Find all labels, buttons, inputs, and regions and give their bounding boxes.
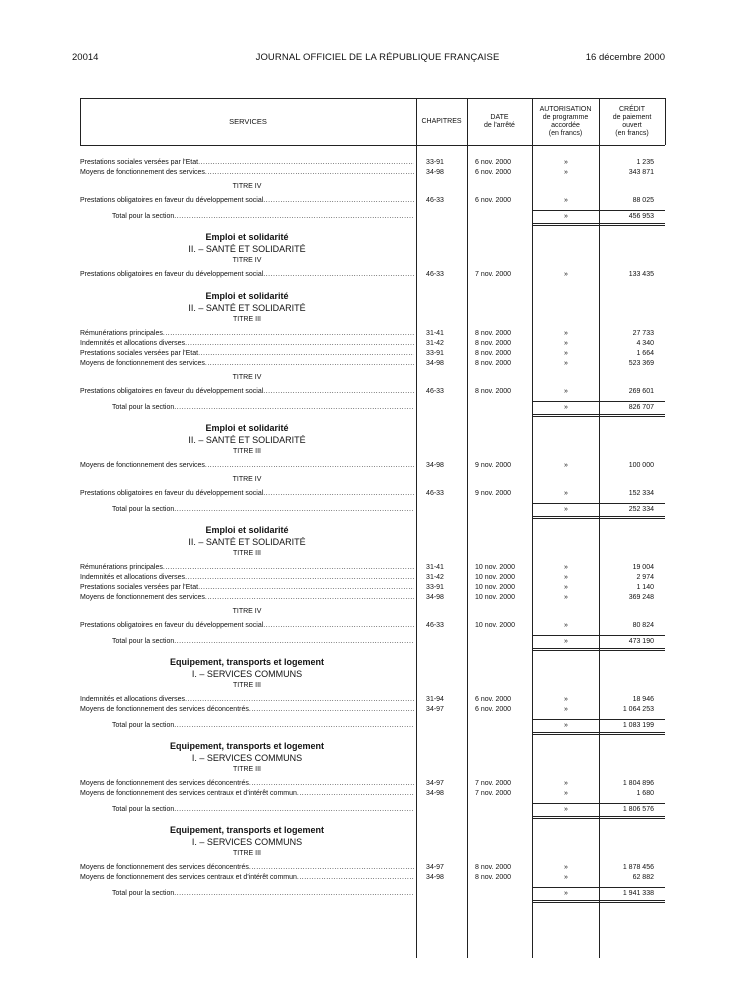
row-chapitre: 31-42 bbox=[426, 574, 444, 581]
row-label-text: Prestations sociales versées par l'Etat bbox=[80, 159, 199, 166]
row-autorisation: » bbox=[564, 574, 568, 581]
row-label-text: Indemnités et allocations diverses bbox=[80, 574, 186, 581]
row-label-text: Moyens de fonctionnement des services déconcentrés bbox=[80, 864, 249, 871]
row-autorisation: » bbox=[564, 197, 568, 204]
row-chapitre: 31-42 bbox=[426, 340, 444, 347]
section-text: I. – SERVICES COMMUNS bbox=[191, 837, 303, 847]
row-credit: 1 941 338 bbox=[622, 890, 654, 897]
total-row bbox=[80, 889, 665, 899]
row-label bbox=[80, 695, 414, 705]
table-row bbox=[80, 593, 665, 603]
table-row bbox=[80, 196, 665, 206]
row-label-text: Moyens de fonctionnement des services déconcentrés bbox=[80, 780, 249, 787]
row-autorisation: » bbox=[564, 159, 568, 166]
row-chapitre: 31-94 bbox=[426, 696, 444, 703]
row-label bbox=[80, 779, 414, 789]
section-text: II. – SANTÉ ET SOLIDARITÉ bbox=[188, 435, 306, 445]
row-date: 10 nov. 2000 bbox=[475, 574, 515, 581]
row-label-text: Moyens de fonctionnement des services centraux et d'intérêt commun bbox=[80, 790, 297, 797]
row-label bbox=[80, 168, 414, 178]
row-autorisation: » bbox=[564, 213, 568, 220]
row-credit: 1 064 253 bbox=[622, 706, 654, 713]
titre-heading bbox=[80, 182, 665, 192]
section-heading bbox=[80, 537, 665, 547]
row-label-text: Moyens de fonctionnement des services bbox=[80, 360, 205, 367]
row-autorisation: » bbox=[564, 404, 568, 411]
header-date: DATE de l'arrêté bbox=[484, 113, 515, 129]
ministry-heading bbox=[80, 232, 665, 242]
titre-text: TITRE III bbox=[233, 850, 261, 857]
titre-heading bbox=[80, 315, 665, 325]
row-credit: 343 871 bbox=[628, 169, 654, 176]
row-date: 10 nov. 2000 bbox=[475, 594, 515, 601]
row-label-text: Rémunérations principales bbox=[80, 330, 163, 337]
table-row bbox=[80, 789, 665, 799]
row-label bbox=[80, 873, 414, 883]
row-label-text: Total pour la section bbox=[112, 890, 175, 897]
total-row bbox=[80, 403, 665, 413]
table-row bbox=[80, 387, 665, 397]
titre-heading bbox=[80, 849, 665, 859]
row-credit: 1 083 199 bbox=[622, 722, 654, 729]
table-row bbox=[80, 563, 665, 573]
row-label-text: Indemnités et allocations diverses bbox=[80, 696, 186, 703]
total-double-rule bbox=[533, 414, 665, 415]
row-chapitre: 34-98 bbox=[426, 874, 444, 881]
ministry-text: Emploi et solidarité bbox=[205, 232, 289, 242]
row-label-text: Moyens de fonctionnement des services bbox=[80, 169, 205, 176]
row-label-text: Prestations obligatoires en faveur du développement social bbox=[80, 622, 264, 629]
row-date: 7 nov. 2000 bbox=[475, 790, 512, 797]
row-label-text: Total pour la section bbox=[112, 506, 175, 513]
row-credit: 1 878 456 bbox=[622, 864, 654, 871]
row-label-text: Prestations obligatoires en faveur du développement social bbox=[80, 388, 264, 395]
titre-text: TITRE III bbox=[233, 448, 261, 455]
titre-heading bbox=[80, 607, 665, 617]
ministry-heading bbox=[80, 291, 665, 301]
section-heading bbox=[80, 244, 665, 254]
row-date: 6 nov. 2000 bbox=[475, 197, 512, 204]
row-autorisation: » bbox=[564, 706, 568, 713]
total-double-rule bbox=[533, 900, 665, 901]
row-label bbox=[80, 489, 414, 499]
titre-text: TITRE IV bbox=[232, 183, 262, 190]
row-label bbox=[80, 573, 414, 583]
titre-heading bbox=[80, 475, 665, 485]
row-autorisation: » bbox=[564, 350, 568, 357]
table-row bbox=[80, 695, 665, 705]
table-row bbox=[80, 489, 665, 499]
row-label bbox=[80, 270, 414, 280]
row-autorisation: » bbox=[564, 790, 568, 797]
header-autorisation: AUTORISATION de programme accordée (en francs) bbox=[539, 105, 592, 137]
header-credit: CRÉDIT de paiement ouvert (en francs) bbox=[612, 105, 652, 137]
section-text: II. – SANTÉ ET SOLIDARITÉ bbox=[188, 244, 306, 254]
row-date: 8 nov. 2000 bbox=[475, 360, 512, 367]
total-double-rule bbox=[533, 416, 665, 417]
row-label bbox=[112, 805, 414, 815]
row-autorisation: » bbox=[564, 584, 568, 591]
row-chapitre: 46-33 bbox=[426, 490, 444, 497]
section-heading bbox=[80, 303, 665, 313]
ministry-text: Emploi et solidarité bbox=[205, 423, 289, 433]
row-label bbox=[112, 403, 414, 413]
row-label-text: Moyens de fonctionnement des services bbox=[80, 594, 205, 601]
row-credit: 27 733 bbox=[632, 330, 654, 337]
row-credit: 133 435 bbox=[628, 271, 654, 278]
table-row bbox=[80, 329, 665, 339]
row-credit: 523 369 bbox=[628, 360, 654, 367]
row-label bbox=[112, 505, 414, 515]
row-credit: 100 000 bbox=[628, 462, 654, 469]
row-label-text: Prestations obligatoires en faveur du développement social bbox=[80, 197, 264, 204]
row-date: 7 nov. 2000 bbox=[475, 780, 512, 787]
total-double-rule bbox=[533, 650, 665, 651]
row-label bbox=[80, 387, 414, 397]
row-label-text: Moyens de fonctionnement des services bbox=[80, 462, 205, 469]
row-date: 8 nov. 2000 bbox=[475, 874, 512, 881]
row-credit: 473 190 bbox=[628, 638, 654, 645]
total-row bbox=[80, 212, 665, 222]
row-credit: 1 806 576 bbox=[622, 806, 654, 813]
titre-text: TITRE III bbox=[233, 550, 261, 557]
total-double-rule bbox=[533, 223, 665, 224]
total-double-rule bbox=[533, 516, 665, 517]
row-autorisation: » bbox=[564, 360, 568, 367]
row-label bbox=[80, 583, 414, 593]
row-date: 6 nov. 2000 bbox=[475, 706, 512, 713]
row-credit: 18 946 bbox=[632, 696, 654, 703]
row-credit: 4 340 bbox=[636, 340, 654, 347]
row-chapitre: 34-98 bbox=[426, 169, 444, 176]
journal-title: JOURNAL OFFICIEL DE LA RÉPUBLIQUE FRANÇAISE bbox=[255, 52, 500, 63]
row-date: 6 nov. 2000 bbox=[475, 696, 512, 703]
row-chapitre: 33-91 bbox=[426, 159, 444, 166]
ministry-text: Equipement, transports et logement bbox=[169, 657, 325, 667]
ministry-heading bbox=[80, 741, 665, 751]
row-credit: 456 953 bbox=[628, 213, 654, 220]
row-autorisation: » bbox=[564, 388, 568, 395]
row-chapitre: 33-91 bbox=[426, 350, 444, 357]
total-row bbox=[80, 637, 665, 647]
row-date: 8 nov. 2000 bbox=[475, 330, 512, 337]
row-credit: 269 601 bbox=[628, 388, 654, 395]
row-date: 8 nov. 2000 bbox=[475, 350, 512, 357]
titre-text: TITRE III bbox=[233, 682, 261, 689]
row-label bbox=[80, 196, 414, 206]
row-label bbox=[80, 563, 414, 573]
row-chapitre: 33-91 bbox=[426, 584, 444, 591]
table-row bbox=[80, 873, 665, 883]
table-row bbox=[80, 461, 665, 471]
row-credit: 1 804 896 bbox=[622, 780, 654, 787]
row-date: 10 nov. 2000 bbox=[475, 564, 515, 571]
row-autorisation: » bbox=[564, 506, 568, 513]
total-rule bbox=[533, 635, 665, 636]
row-label-text: Prestations sociales versées par l'Etat bbox=[80, 584, 199, 591]
table-row bbox=[80, 349, 665, 359]
table-row bbox=[80, 583, 665, 593]
table-right-border bbox=[665, 98, 666, 145]
row-credit: 152 334 bbox=[628, 490, 654, 497]
issue-date: 16 décembre 2000 bbox=[585, 52, 665, 63]
total-double-rule bbox=[533, 902, 665, 903]
row-label bbox=[80, 339, 414, 349]
titre-heading bbox=[80, 373, 665, 383]
row-autorisation: » bbox=[564, 169, 568, 176]
titre-heading bbox=[80, 549, 665, 559]
row-credit: 80 824 bbox=[632, 622, 654, 629]
row-credit: 1 680 bbox=[636, 790, 654, 797]
row-label-text: Prestations obligatoires en faveur du développement social bbox=[80, 271, 264, 278]
row-label bbox=[80, 349, 414, 359]
row-label bbox=[112, 212, 414, 222]
row-label bbox=[80, 621, 414, 631]
row-label-text: Total pour la section bbox=[112, 722, 175, 729]
row-label bbox=[112, 637, 414, 647]
row-label bbox=[112, 889, 414, 899]
row-label-text: Moyens de fonctionnement des services centraux et d'intérêt commun bbox=[80, 874, 297, 881]
table-row bbox=[80, 705, 665, 715]
row-chapitre: 46-33 bbox=[426, 388, 444, 395]
titre-text: TITRE IV bbox=[232, 476, 262, 483]
row-autorisation: » bbox=[564, 594, 568, 601]
credits-table bbox=[80, 98, 665, 958]
row-autorisation: » bbox=[564, 330, 568, 337]
table-row bbox=[80, 168, 665, 178]
table-row bbox=[80, 621, 665, 631]
row-label-text: Prestations sociales versées par l'Etat bbox=[80, 350, 199, 357]
table-row bbox=[80, 863, 665, 873]
total-row bbox=[80, 505, 665, 515]
titre-heading bbox=[80, 765, 665, 775]
titre-text: TITRE IV bbox=[232, 374, 262, 381]
ministry-text: Equipement, transports et logement bbox=[169, 741, 325, 751]
total-double-rule bbox=[533, 816, 665, 817]
section-text: II. – SANTÉ ET SOLIDARITÉ bbox=[188, 537, 306, 547]
row-date: 8 nov. 2000 bbox=[475, 864, 512, 871]
total-double-rule bbox=[533, 732, 665, 733]
table-row bbox=[80, 359, 665, 369]
ministry-heading bbox=[80, 423, 665, 433]
row-date: 6 nov. 2000 bbox=[475, 159, 512, 166]
row-label bbox=[80, 705, 414, 715]
row-autorisation: » bbox=[564, 462, 568, 469]
row-autorisation: » bbox=[564, 890, 568, 897]
row-label-text: Total pour la section bbox=[112, 213, 175, 220]
section-text: I. – SERVICES COMMUNS bbox=[191, 753, 303, 763]
titre-heading bbox=[80, 256, 665, 266]
total-row bbox=[80, 805, 665, 815]
row-date: 9 nov. 2000 bbox=[475, 490, 512, 497]
row-label-text: Prestations obligatoires en faveur du développement social bbox=[80, 490, 264, 497]
header-chapitres: CHAPITRES bbox=[421, 117, 462, 125]
row-credit: 1 235 bbox=[636, 159, 654, 166]
total-double-rule bbox=[533, 225, 665, 226]
row-chapitre: 46-33 bbox=[426, 622, 444, 629]
row-label-text: Total pour la section bbox=[112, 638, 175, 645]
row-autorisation: » bbox=[564, 564, 568, 571]
section-text: II. – SANTÉ ET SOLIDARITÉ bbox=[188, 303, 306, 313]
titre-heading bbox=[80, 681, 665, 691]
row-label bbox=[80, 461, 414, 471]
row-autorisation: » bbox=[564, 864, 568, 871]
section-heading bbox=[80, 753, 665, 763]
row-credit: 62 882 bbox=[632, 874, 654, 881]
row-label bbox=[80, 789, 414, 799]
total-rule bbox=[533, 719, 665, 720]
titre-text: TITRE III bbox=[233, 316, 261, 323]
titre-text: TITRE IV bbox=[232, 608, 262, 615]
header-services: SERVICES bbox=[229, 116, 267, 126]
row-date: 8 nov. 2000 bbox=[475, 388, 512, 395]
row-label bbox=[80, 359, 414, 369]
ministry-heading bbox=[80, 825, 665, 835]
row-autorisation: » bbox=[564, 638, 568, 645]
row-autorisation: » bbox=[564, 696, 568, 703]
row-chapitre: 31-41 bbox=[426, 330, 444, 337]
total-double-rule bbox=[533, 818, 665, 819]
total-rule bbox=[533, 803, 665, 804]
row-autorisation: » bbox=[564, 806, 568, 813]
row-credit: 88 025 bbox=[632, 197, 654, 204]
row-autorisation: » bbox=[564, 622, 568, 629]
row-autorisation: » bbox=[564, 490, 568, 497]
row-credit: 1 140 bbox=[636, 584, 654, 591]
row-chapitre: 34-98 bbox=[426, 462, 444, 469]
row-credit: 2 974 bbox=[636, 574, 654, 581]
row-chapitre: 31-41 bbox=[426, 564, 444, 571]
row-date: 7 nov. 2000 bbox=[475, 271, 512, 278]
row-date: 9 nov. 2000 bbox=[475, 462, 512, 469]
row-chapitre: 34-97 bbox=[426, 780, 444, 787]
row-date: 6 nov. 2000 bbox=[475, 169, 512, 176]
row-chapitre: 34-98 bbox=[426, 360, 444, 367]
row-label-text: Indemnités et allocations diverses bbox=[80, 340, 186, 347]
section-heading bbox=[80, 669, 665, 679]
row-chapitre: 34-98 bbox=[426, 594, 444, 601]
row-label bbox=[80, 863, 414, 873]
total-double-rule bbox=[533, 518, 665, 519]
ministry-text: Equipement, transports et logement bbox=[169, 825, 325, 835]
row-autorisation: » bbox=[564, 780, 568, 787]
table-row bbox=[80, 573, 665, 583]
total-row bbox=[80, 721, 665, 731]
row-autorisation: » bbox=[564, 271, 568, 278]
row-credit: 369 248 bbox=[628, 594, 654, 601]
ministry-heading bbox=[80, 657, 665, 667]
ministry-text: Emploi et solidarité bbox=[205, 291, 289, 301]
total-rule bbox=[533, 503, 665, 504]
titre-text: TITRE IV bbox=[232, 257, 262, 264]
table-row bbox=[80, 779, 665, 789]
row-label bbox=[112, 721, 414, 731]
ministry-text: Emploi et solidarité bbox=[205, 525, 289, 535]
row-chapitre: 46-33 bbox=[426, 197, 444, 204]
table-row bbox=[80, 339, 665, 349]
page-number: 20014 bbox=[72, 52, 99, 63]
row-label-text: Total pour la section bbox=[112, 404, 175, 411]
total-rule bbox=[533, 887, 665, 888]
row-label bbox=[80, 329, 414, 339]
row-date: 10 nov. 2000 bbox=[475, 622, 515, 629]
row-date: 10 nov. 2000 bbox=[475, 584, 515, 591]
row-chapitre: 34-97 bbox=[426, 864, 444, 871]
table-row bbox=[80, 158, 665, 168]
row-chapitre: 46-33 bbox=[426, 271, 444, 278]
row-label-text: Rémunérations principales bbox=[80, 564, 163, 571]
row-credit: 826 707 bbox=[628, 404, 654, 411]
row-label bbox=[80, 158, 414, 168]
titre-text: TITRE III bbox=[233, 766, 261, 773]
table-row bbox=[80, 270, 665, 280]
row-credit: 19 004 bbox=[632, 564, 654, 571]
row-date: 8 nov. 2000 bbox=[475, 340, 512, 347]
row-autorisation: » bbox=[564, 340, 568, 347]
ministry-heading bbox=[80, 525, 665, 535]
total-double-rule bbox=[533, 734, 665, 735]
row-chapitre: 34-98 bbox=[426, 790, 444, 797]
row-chapitre: 34-97 bbox=[426, 706, 444, 713]
row-credit: 252 334 bbox=[628, 506, 654, 513]
total-double-rule bbox=[533, 648, 665, 649]
titre-heading bbox=[80, 447, 665, 457]
row-credit: 1 664 bbox=[636, 350, 654, 357]
table-header-border bbox=[80, 145, 665, 146]
section-heading bbox=[80, 837, 665, 847]
row-label-text: Total pour la section bbox=[112, 806, 175, 813]
section-text: I. – SERVICES COMMUNS bbox=[191, 669, 303, 679]
row-autorisation: » bbox=[564, 874, 568, 881]
total-rule bbox=[533, 401, 665, 402]
row-label-text: Moyens de fonctionnement des services déconcentrés bbox=[80, 706, 249, 713]
section-heading bbox=[80, 435, 665, 445]
row-autorisation: » bbox=[564, 722, 568, 729]
total-rule bbox=[533, 210, 665, 211]
row-label bbox=[80, 593, 414, 603]
